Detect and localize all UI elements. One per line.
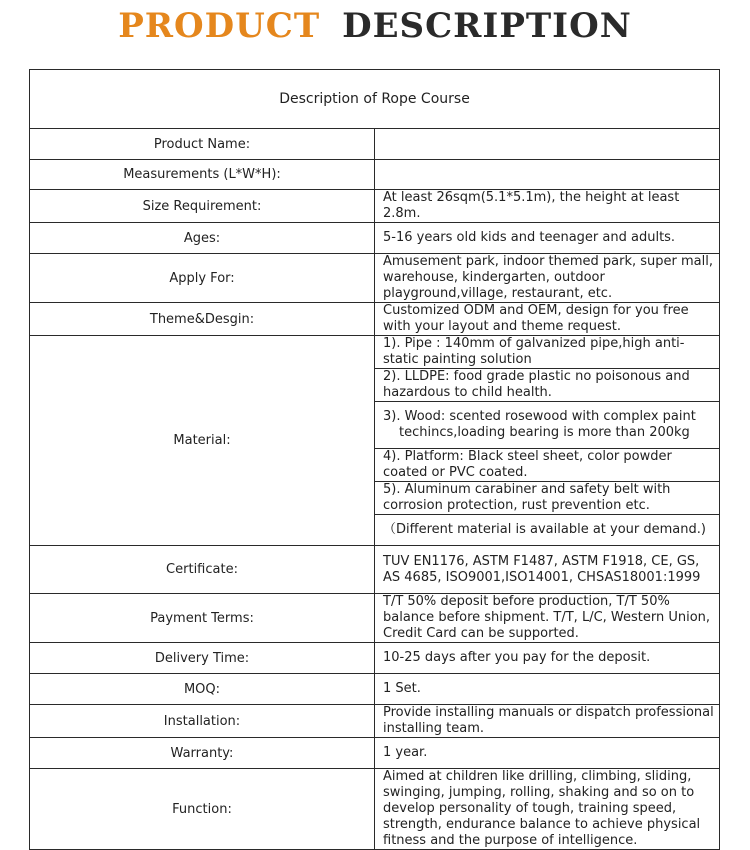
row-function xyxy=(30,769,720,850)
table-title: Description of Rope Course xyxy=(30,70,720,129)
label-size: Size Requirement: xyxy=(30,190,375,223)
material-item: 3). Wood: scented rosewood with complex paint techincs,loading bearing is more than 200kg xyxy=(375,402,720,449)
row-installation xyxy=(30,705,720,738)
label-function: Function: xyxy=(30,769,375,850)
label-ages: Ages: xyxy=(30,223,375,254)
value-warranty: 1 year. xyxy=(375,738,720,769)
value-product-name xyxy=(375,129,720,160)
title-word-description: DESCRIPTION xyxy=(342,6,632,46)
value-delivery: 10-25 days after you pay for the deposit. xyxy=(375,643,720,674)
material-item: 1). Pipe : 140mm of galvanized pipe,high anti-static painting solution xyxy=(375,336,720,369)
value-payment: T/T 50% deposit before production, T/T 50% balance before shipment. T/T, L/C, Western Union, Credit Card can be supported. xyxy=(375,594,720,643)
row-product-name xyxy=(30,129,720,160)
label-warranty: Warranty: xyxy=(30,738,375,769)
row-size xyxy=(30,190,720,223)
label-payment: Payment Terms: xyxy=(30,594,375,643)
label-product-name: Product Name: xyxy=(30,129,375,160)
value-measurements xyxy=(375,160,720,190)
value-function: Aimed at children like drilling, climbing, sliding, swinging, jumping, rolling, shaking and so on to develop personality of tough, training speed, strength, endurance balance to achieve physical fitness and the purpose of intelligence. xyxy=(375,769,720,850)
value-theme: Customized ODM and OEM, design for you free with your layout and theme request. xyxy=(375,303,720,336)
label-certificate: Certificate: xyxy=(30,546,375,594)
page-title xyxy=(0,6,750,46)
label-measurements: Measurements (L*W*H): xyxy=(30,160,375,190)
value-installation: Provide installing manuals or dispatch professional installing team. xyxy=(375,705,720,738)
material-item: 5). Aluminum carabiner and safety belt with corrosion protection, rust prevention etc. xyxy=(375,482,720,515)
value-apply: Amusement park, indoor themed park, super mall, warehouse, kindergarten, outdoor playground,village, restaurant, etc. xyxy=(375,254,720,303)
label-installation: Installation: xyxy=(30,705,375,738)
row-apply xyxy=(30,254,720,303)
row-payment xyxy=(30,594,720,643)
label-material: Material: xyxy=(30,336,375,546)
label-apply: Apply For: xyxy=(30,254,375,303)
row-certificate xyxy=(30,546,720,594)
material-item: 2). LLDPE: food grade plastic no poisonous and hazardous to child health. xyxy=(375,369,720,402)
row-warranty xyxy=(30,738,720,769)
row-material-1 xyxy=(30,336,720,369)
value-ages: 5-16 years old kids and teenager and adults. xyxy=(375,223,720,254)
table-header-row xyxy=(30,70,720,129)
row-theme xyxy=(30,303,720,336)
label-moq: MOQ: xyxy=(30,674,375,705)
row-ages xyxy=(30,223,720,254)
material-item: （Different material is available at your demand.) xyxy=(375,515,720,546)
row-delivery xyxy=(30,643,720,674)
spec-table xyxy=(29,69,720,850)
row-moq xyxy=(30,674,720,705)
value-size: At least 26sqm(5.1*5.1m), the height at least 2.8m. xyxy=(375,190,720,223)
title-word-product: PRODUCT xyxy=(118,6,321,46)
label-theme: Theme&Desgin: xyxy=(30,303,375,336)
value-moq: 1 Set. xyxy=(375,674,720,705)
row-measurements xyxy=(30,160,720,190)
value-certificate: TUV EN1176, ASTM F1487, ASTM F1918, CE, GS, AS 4685, ISO9001,ISO14001, CHSAS18001:1999 xyxy=(375,546,720,594)
label-delivery: Delivery Time: xyxy=(30,643,375,674)
material-item: 4). Platform: Black steel sheet, color powder coated or PVC coated. xyxy=(375,449,720,482)
